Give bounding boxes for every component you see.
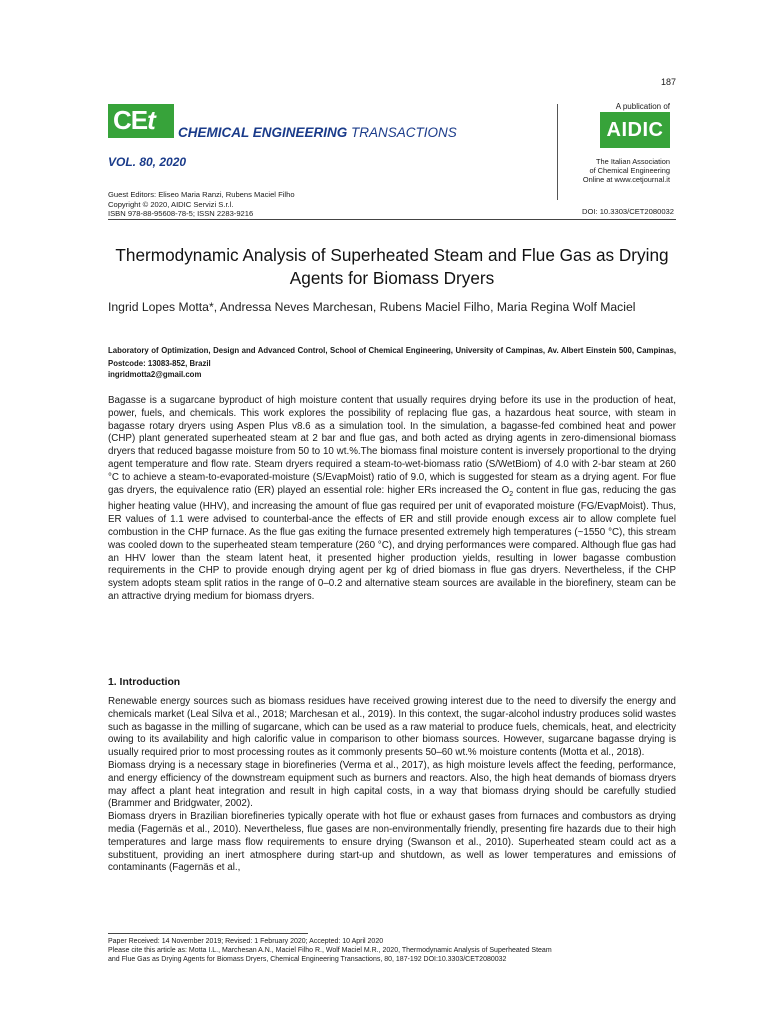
received-dates: Paper Received: 14 November 2019; Revised: 1 February 2020; Accepted: 10 April 2020 — [108, 938, 384, 945]
paper-title: Thermodynamic Analysis of Superheated Steam and Flue Gas as Drying Agents for Biomass Dryers — [115, 245, 669, 288]
isbn: ISBN 978-88-95608-78-5; ISSN 2283-9216 — [108, 209, 254, 219]
introduction-body — [108, 696, 676, 875]
header-rule — [108, 219, 676, 220]
header-divider — [557, 104, 558, 200]
copyright: Copyright © 2020, AIDIC Servizi S.r.l. — [108, 199, 234, 209]
paragraph: Renewable energy sources such as biomass residues have received growing interest due to the need to diversify the energy and chemicals market (Leal Silva et al., 2018; Marchesan et al., 2019). In this context, the sugar-alcohol industry produces solid wastes such as bagasse in the milling of sugarcane, which can be used as a raw material to produce fuels, chemicals, heat, and electricity owing to its availability and high calorific value in comparison to other biomass sources. However, sugarcane bagasse drying is usually required prior to most processing routes as it commonly presents 50–60 wt.% moisture contents (Motta et al., 2018). — [108, 696, 676, 759]
page-number: 187 — [660, 77, 676, 87]
publisher-logo: AIDIC — [600, 112, 670, 148]
abstract: Bagasse is a sugarcane byproduct of high moisture content that usually requires drying before its use in the production of heat, power, fuels, and chemicals. This work explores the possibility of replacing flue gas, a hazardous heat source, with steam in bagasse rotary dryers using Aspen Plus v8.6 as a simulation tool. In the simulation, a bagasse-fed combined heat and power (CHP) plant generated superheated steam at 2 bar and flue gas, and both acted as drying agents in zero-dimensional biomass dryers that reduced bagasse moisture from 50 to 10 wt.%.The biomass final moisture content is inversely proportional to the drying agent temperature and flow rate. Steam dryers required a steam-to-wet-biomass ratio (S/WetBiom) of 4.0 with 2-bar steam at 260 °C to achieve a steam-to-evaporated-moisture (S/EvapMoist) ratio of 9.0, which is suggested for steam as a drying agent. For flue gas dryers, the equivalence ratio (ER) played an essential role: higher ERs increased the $O_2$ content in flue gas, reducing the gas higher heating value (HHV), and increasing the amount of flue gas required per unit of evaporated moisture (FG/EvapMoist). Thus, ER values of 1.1 were advised to counterbal-ance the effects of ER and still provide enough excess air to allow complete fuel combustion in the CHP furnace. As the flue gas exiting the furnace presented extremely high temperatures (~1550 °C), this stream was cooled down to the superheated steam temperature (260 °C), and drying performances were compared. Although flue gas had an HHV lower than the steam latent heat, it presented higher production yields, resulting in lower bagasse combustion requirements in the CHP to provide enough drying agent per kg of dried biomass in flue gas dryers. Nevertheless, if the CHP system adopts steam split ratios in the range of 0–0.2 and alternative steam sources are available in the biorefinery, steam can be an attractive drying medium for biomass dryers. — [108, 395, 676, 602]
paper-authors: Ingrid Lopes Motta*, Andressa Neves Marchesan, Rubens Maciel Filho, Maria Regina Wolf Maciel — [108, 300, 636, 314]
citation-line: Please cite this article as: Motta I.L., Marchesan A.N., Maciel Filho R., Wolf Maciel M.R., 2020, Thermodynamic Analysis of Superheated Steam — [108, 947, 552, 955]
subscript: 2 — [509, 490, 514, 498]
section-heading: 1. Introduction — [108, 677, 181, 688]
contact-email: ingridmotta2@gmail.com — [108, 370, 202, 379]
affiliation: Laboratory of Optimization, Design and Advanced Control, School of Chemical Engineering, University of Campinas, Av. Albert Einstein 500, Campinas, Postcode: 13083-852, Brazil — [108, 346, 676, 368]
paragraph: Biomass drying is a necessary stage in biorefineries (Verma et al., 2017), as high moisture levels affect the feeding, performance, and energy efficiency of the downstream equipment such as burners and reactors. Also, the high heat demands of biomass dryers may affect a plant heat integration and result in high capital costs, in a way that biomass drying should be carefully studied (Brammer and Bridgwater, 2002). — [108, 759, 676, 810]
publisher-label: A publication of — [615, 102, 670, 111]
paragraph: Biomass dryers in Brazilian biorefineries typically operate with hot flue or exhaust gases from furnaces and combustors as drying media (Fagernäs et al., 2010). Nevertheless, flue gases are non-environmentally friendly, presenting fire hazards due to their high temperatures and large mass flow requirements to ensure drying (Swanson et al., 2010). Superheated steam could act as a substituent, providing an inert atmosphere during start-up and shutdown, as well as lower temperatures and emissions of contaminants (Fagernäs et al., — [108, 811, 676, 874]
journal-title: CHEMICAL ENGINEERING TRANSACTIONS — [178, 125, 457, 140]
publisher-info: The Italian Association of Chemical Engineering Online at www.cetjournal.it — [582, 157, 670, 184]
journal-volume: VOL. 80, 2020 — [108, 155, 187, 169]
doi: DOI: 10.3303/CET2080032 — [581, 207, 674, 216]
footer-rule — [108, 933, 308, 934]
editorial-info — [108, 190, 295, 219]
journal-logo-text: CEt — [113, 105, 155, 135]
guest-editors: Guest Editors: Eliseo Maria Ranzi, Rubens Maciel Filho — [108, 190, 295, 199]
footer — [108, 937, 676, 965]
journal-logo — [108, 104, 174, 138]
citation-line: and Flue Gas as Drying Agents for Biomass Dryers, Chemical Engineering Transactions, 80, 187-192 DOI:10.3303/CET2080032 — [108, 956, 507, 964]
